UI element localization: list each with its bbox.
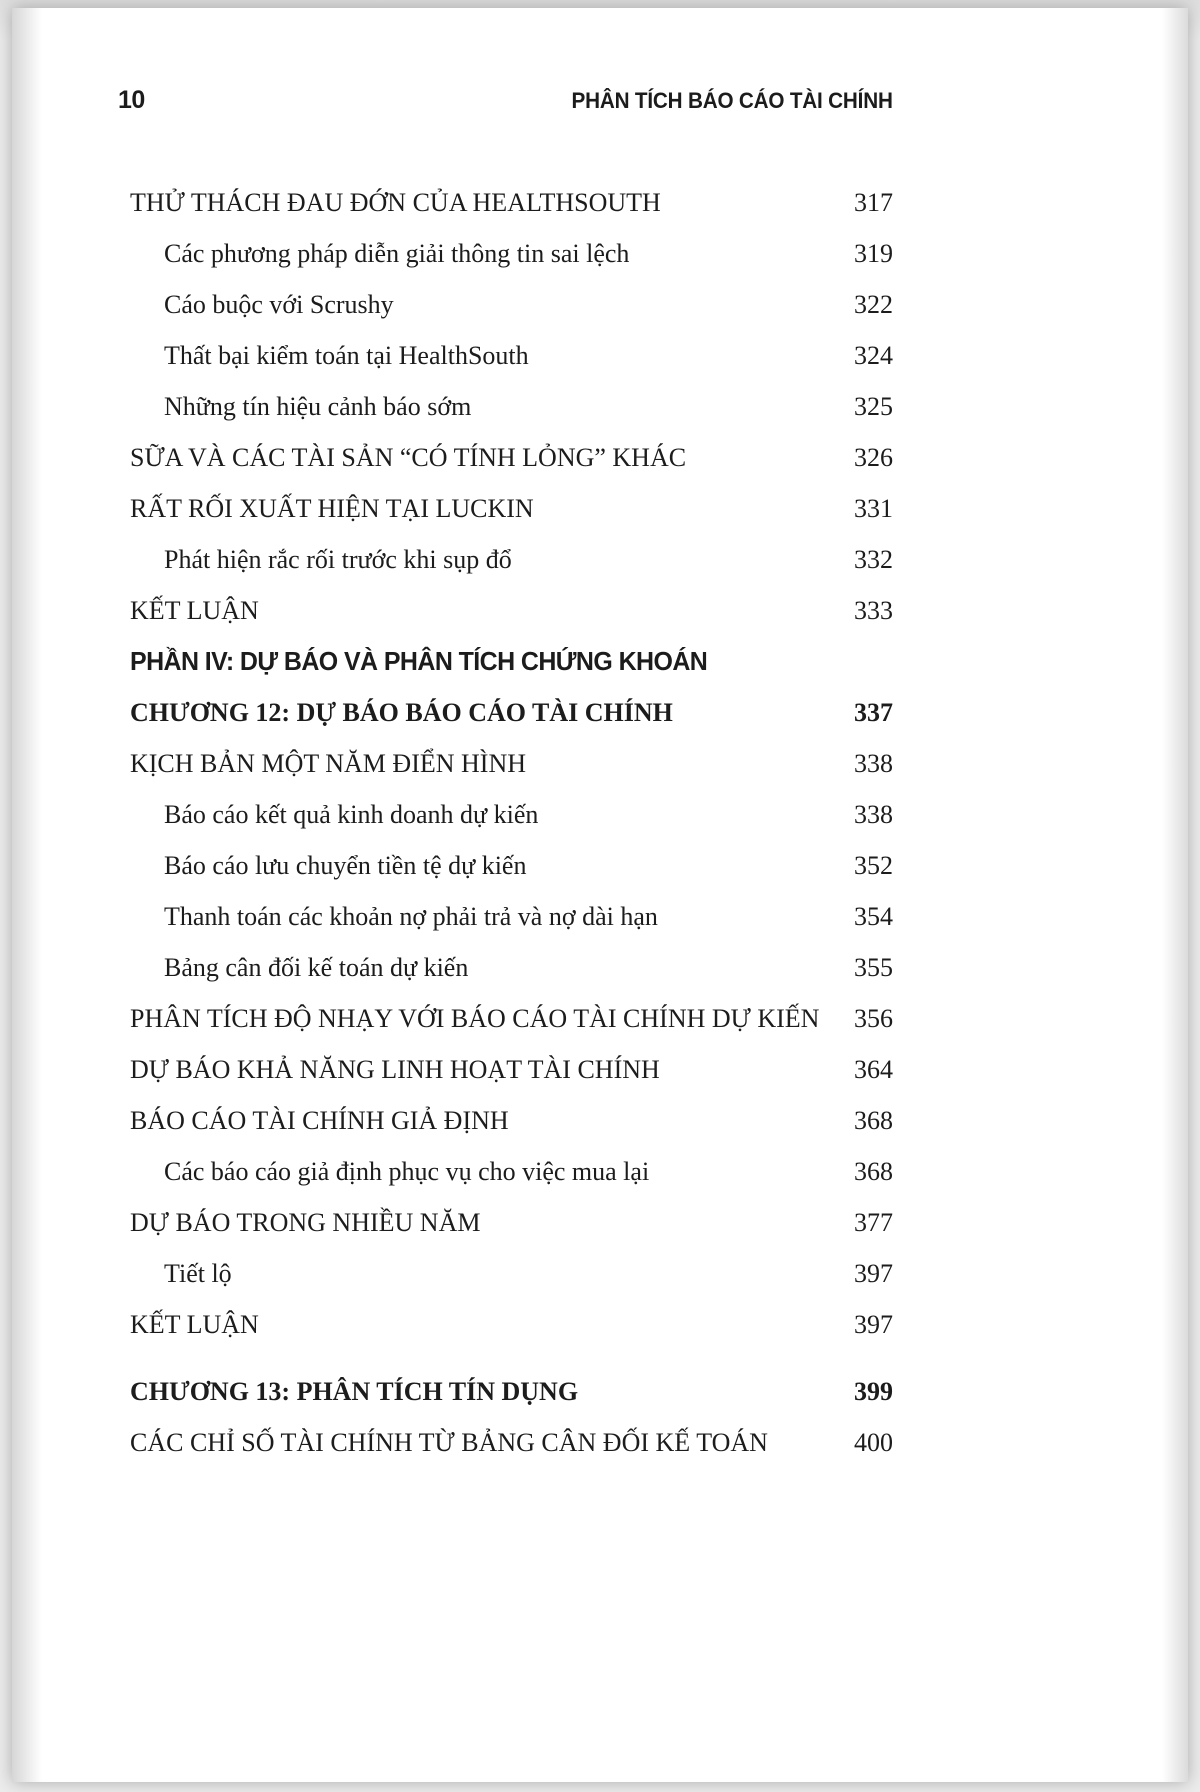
toc-entry-page: 317 bbox=[854, 188, 893, 217]
toc-entry bbox=[130, 585, 893, 636]
toc-entry-page: 324 bbox=[854, 341, 893, 370]
toc-entry bbox=[130, 483, 893, 534]
toc-entry-label: Các phương pháp diễn giải thông tin sai lệch bbox=[164, 239, 630, 268]
toc-entry bbox=[130, 891, 893, 942]
toc-entry bbox=[130, 942, 893, 993]
toc-entry bbox=[130, 1248, 893, 1299]
toc-entry-label: PHÂN TÍCH ĐỘ NHẠY VỚI BÁO CÁO TÀI CHÍNH DỰ KIẾN bbox=[130, 1004, 820, 1033]
toc-entry bbox=[130, 279, 893, 330]
toc-entry bbox=[130, 1366, 893, 1417]
toc-entry-page: 377 bbox=[854, 1208, 893, 1237]
toc-entry-label: KẾT LUẬN bbox=[130, 596, 259, 625]
toc-entry-label: SỮA VÀ CÁC TÀI SẢN “CÓ TÍNH LỎNG” KHÁC bbox=[130, 443, 687, 472]
toc-entry-label: KẾT LUẬN bbox=[130, 1310, 259, 1339]
toc-entry-label: Những tín hiệu cảnh báo sớm bbox=[164, 392, 472, 421]
book-page bbox=[12, 8, 1188, 1782]
toc-entry-label: Phát hiện rắc rối trước khi sụp đổ bbox=[164, 545, 512, 574]
toc-entry-label: CHƯƠNG 12: DỰ BÁO BÁO CÁO TÀI CHÍNH bbox=[130, 698, 673, 727]
toc-entry-page: 338 bbox=[854, 800, 893, 829]
toc-entry-label: Bảng cân đối kế toán dự kiến bbox=[164, 953, 469, 982]
toc-entry-page: 322 bbox=[854, 290, 893, 319]
toc-entry-label: Thất bại kiểm toán tại HealthSouth bbox=[164, 341, 529, 370]
toc-entry-label: Báo cáo lưu chuyển tiền tệ dự kiến bbox=[164, 851, 527, 880]
toc-entry-label: BÁO CÁO TÀI CHÍNH GIẢ ĐỊNH bbox=[130, 1106, 509, 1135]
toc-entry-label: Tiết lộ bbox=[164, 1259, 232, 1288]
toc-entry-page: 364 bbox=[854, 1055, 893, 1084]
toc-entry bbox=[130, 636, 893, 687]
toc-entry bbox=[130, 432, 893, 483]
toc-entry-page: 331 bbox=[854, 494, 893, 523]
toc-entry-page: 337 bbox=[854, 698, 893, 727]
toc-entry-label: RẤT RỐI XUẤT HIỆN TẠI LUCKIN bbox=[130, 494, 534, 523]
toc-entry-page: 400 bbox=[854, 1428, 893, 1457]
running-header bbox=[118, 8, 893, 115]
toc-entry bbox=[130, 1146, 893, 1197]
toc-entry-label: Cáo buộc với Scrushy bbox=[164, 290, 394, 319]
toc-entry-label: Báo cáo kết quả kinh doanh dự kiến bbox=[164, 800, 539, 829]
toc-list bbox=[130, 177, 893, 1468]
toc-entry-page: 333 bbox=[854, 596, 893, 625]
toc-entry-page: 368 bbox=[854, 1157, 893, 1186]
toc-entry-label: THỬ THÁCH ĐAU ĐỚN CỦA HEALTHSOUTH bbox=[130, 188, 661, 217]
toc-entry-page: 319 bbox=[854, 239, 893, 268]
toc-entry-label: DỰ BÁO KHẢ NĂNG LINH HOẠT TÀI CHÍNH bbox=[130, 1055, 660, 1084]
toc-entry-page: 399 bbox=[854, 1377, 893, 1406]
running-title: PHÂN TÍCH BÁO CÁO TÀI CHÍNH bbox=[571, 88, 893, 113]
toc-entry bbox=[130, 1044, 893, 1095]
toc-entry bbox=[130, 1299, 893, 1350]
toc-entry bbox=[130, 177, 893, 228]
toc-entry bbox=[130, 330, 893, 381]
toc-entry-label: DỰ BÁO TRONG NHIỀU NĂM bbox=[130, 1208, 481, 1237]
toc-entry-label: Thanh toán các khoản nợ phải trả và nợ dài hạn bbox=[164, 902, 658, 931]
toc-entry-page: 326 bbox=[854, 443, 893, 472]
toc-entry-page: 356 bbox=[854, 1004, 893, 1033]
toc-entry-page: 332 bbox=[854, 545, 893, 574]
toc-entry-page: 352 bbox=[854, 851, 893, 880]
toc-entry-page: 354 bbox=[854, 902, 893, 931]
toc-entry bbox=[130, 534, 893, 585]
toc-entry-page: 397 bbox=[854, 1259, 893, 1288]
toc-entry bbox=[130, 228, 893, 279]
toc-entry-label: PHẦN IV: DỰ BÁO VÀ PHÂN TÍCH CHỨNG KHOÁN bbox=[130, 646, 708, 676]
toc-entry-page: 368 bbox=[854, 1106, 893, 1135]
toc-entry bbox=[130, 1197, 893, 1248]
toc-entry-label: CHƯƠNG 13: PHÂN TÍCH TÍN DỤNG bbox=[130, 1377, 579, 1406]
toc-entry bbox=[130, 1095, 893, 1146]
page-number: 10 bbox=[118, 86, 145, 114]
toc-entry-label: CÁC CHỈ SỐ TÀI CHÍNH TỪ BẢNG CÂN ĐỐI KẾ TOÁN bbox=[130, 1428, 768, 1457]
toc-entry-page: 338 bbox=[854, 749, 893, 778]
toc-entry-page: 397 bbox=[854, 1310, 893, 1339]
toc-entry bbox=[130, 840, 893, 891]
toc-entry bbox=[130, 993, 893, 1044]
toc-entry-label: KỊCH BẢN MỘT NĂM ĐIỂN HÌNH bbox=[130, 749, 527, 778]
toc-entry bbox=[130, 381, 893, 432]
toc-entry bbox=[130, 738, 893, 789]
toc-entry bbox=[130, 687, 893, 738]
toc-entry-label: Các báo cáo giả định phục vụ cho việc mua lại bbox=[164, 1157, 650, 1186]
toc-entry bbox=[130, 1417, 893, 1468]
toc-entry bbox=[130, 789, 893, 840]
toc-entry-page: 325 bbox=[854, 392, 893, 421]
toc-entry-page: 355 bbox=[854, 953, 893, 982]
